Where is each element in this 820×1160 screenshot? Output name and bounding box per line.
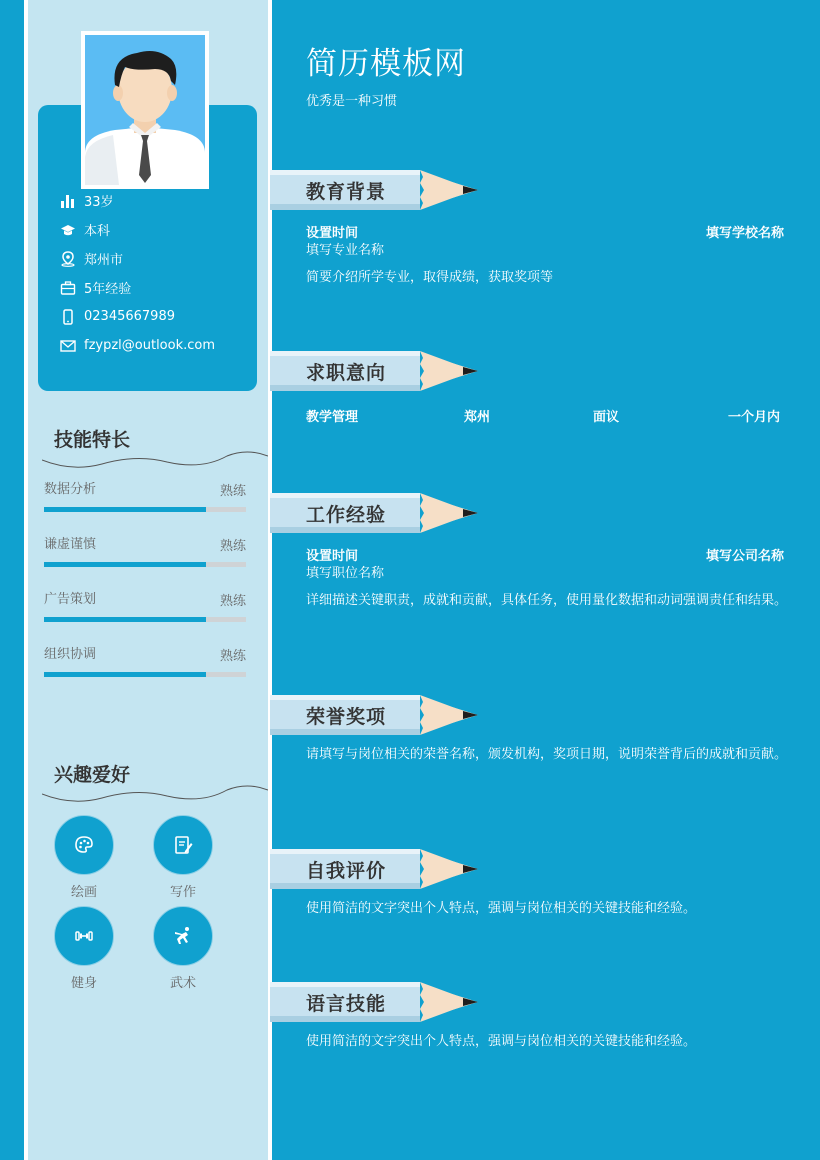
avatar-illustration bbox=[85, 35, 205, 185]
education-major: 填写专业名称 bbox=[306, 243, 385, 258]
intent-row bbox=[306, 406, 780, 426]
skill-level: 熟练 bbox=[219, 484, 246, 499]
graduation-cap-icon bbox=[60, 222, 76, 238]
phone-icon bbox=[60, 309, 76, 325]
skill-name: 数据分析 bbox=[44, 482, 97, 497]
briefcase-icon bbox=[60, 280, 76, 296]
language-desc: 使用简洁的文字突出个人特点，强调与岗位相关的关键技能和经验。 bbox=[306, 1034, 697, 1049]
info-education bbox=[60, 215, 260, 244]
hobby-label: 绘画 bbox=[70, 885, 97, 900]
section-header-language bbox=[270, 982, 480, 1022]
hobby-writing bbox=[149, 815, 217, 900]
avatar bbox=[81, 31, 209, 189]
profile-info-list bbox=[60, 186, 260, 360]
skill-progress-track bbox=[44, 617, 246, 622]
skill-progress-track bbox=[44, 562, 246, 567]
writing-icon bbox=[153, 815, 213, 875]
work-time-company bbox=[306, 545, 784, 564]
section-header-self-eval bbox=[270, 849, 480, 889]
skill-name: 组织协调 bbox=[44, 647, 97, 662]
hobby-fitness bbox=[50, 906, 118, 991]
skill-progress-fill bbox=[44, 507, 206, 512]
info-city bbox=[60, 244, 260, 273]
palette-icon bbox=[54, 815, 114, 875]
skill-row bbox=[44, 476, 246, 531]
skill-progress-fill bbox=[44, 562, 206, 567]
dumbbell-icon bbox=[54, 906, 114, 966]
hobby-painting bbox=[50, 815, 118, 900]
intent-position: 教学管理 bbox=[306, 410, 359, 425]
skill-row bbox=[44, 531, 246, 586]
section-header-honors bbox=[270, 695, 480, 735]
experience-text: 5年经验 bbox=[84, 282, 132, 297]
self-eval-desc: 使用简洁的文字突出个人特点，强调与岗位相关的关键技能和经验。 bbox=[306, 901, 697, 916]
skills-title: 技能特长 bbox=[54, 429, 131, 451]
work-company: 填写公司名称 bbox=[705, 549, 784, 564]
age-text: 33岁 bbox=[84, 195, 114, 210]
resume-subtitle: 优秀是一种习惯 bbox=[306, 94, 398, 109]
skill-progress-track bbox=[44, 672, 246, 677]
education-text: 本科 bbox=[84, 224, 111, 239]
section-title: 自我评价 bbox=[306, 860, 387, 882]
hobby-label: 健身 bbox=[70, 976, 97, 991]
section-title: 教育背景 bbox=[306, 181, 387, 203]
skill-progress-fill bbox=[44, 617, 206, 622]
skills-list bbox=[44, 476, 246, 696]
city-text: 郑州市 bbox=[84, 253, 124, 268]
phone-text: 02345667989 bbox=[84, 309, 175, 324]
section-header-intent bbox=[270, 351, 480, 391]
section-title: 语言技能 bbox=[306, 993, 387, 1015]
work-desc: 详细描述关键职责，成就和贡献，具体任务，使用量化数据和动词强调责任和结果。 bbox=[306, 593, 788, 608]
skill-level: 熟练 bbox=[219, 649, 246, 664]
education-desc: 简要介绍所学专业，取得成绩，获取奖项等 bbox=[306, 270, 554, 285]
info-experience bbox=[60, 273, 260, 302]
hobby-martial-arts bbox=[149, 906, 217, 991]
bar-chart-icon bbox=[60, 193, 76, 209]
location-pin-icon bbox=[60, 251, 76, 267]
section-header-education bbox=[270, 170, 480, 210]
skill-progress-track bbox=[44, 507, 246, 512]
work-position: 填写职位名称 bbox=[306, 566, 385, 581]
education-school: 填写学校名称 bbox=[705, 226, 784, 241]
info-email bbox=[60, 331, 260, 360]
intent-salary: 面议 bbox=[593, 410, 620, 425]
skill-level: 熟练 bbox=[219, 594, 246, 609]
work-time: 设置时间 bbox=[306, 549, 359, 564]
martial-arts-icon bbox=[153, 906, 213, 966]
skill-name: 谦虚谨慎 bbox=[44, 537, 97, 552]
section-title: 荣誉奖项 bbox=[306, 706, 387, 728]
skill-row bbox=[44, 586, 246, 641]
email-text: fzypzl@outlook.com bbox=[84, 338, 216, 353]
skill-progress-fill bbox=[44, 672, 206, 677]
education-time-school bbox=[306, 222, 784, 241]
section-title: 求职意向 bbox=[306, 362, 387, 384]
info-phone bbox=[60, 302, 260, 331]
section-title: 工作经验 bbox=[306, 504, 387, 526]
info-age bbox=[60, 186, 260, 215]
skills-wave-divider bbox=[42, 448, 268, 472]
honors-desc: 请填写与岗位相关的荣誉名称，颁发机构，奖项日期，说明荣誉背后的成就和贡献。 bbox=[306, 747, 788, 762]
mail-icon bbox=[60, 338, 76, 354]
resume-title: 简历模板网 bbox=[306, 46, 466, 82]
education-time: 设置时间 bbox=[306, 226, 359, 241]
intent-arrival: 一个月内 bbox=[727, 410, 780, 425]
hobby-label: 写作 bbox=[169, 885, 196, 900]
hobbies-wave-divider bbox=[42, 782, 268, 806]
intent-city: 郑州 bbox=[464, 410, 491, 425]
section-header-work bbox=[270, 493, 480, 533]
skill-row bbox=[44, 641, 246, 696]
skill-name: 广告策划 bbox=[44, 592, 97, 607]
hobbies-title: 兴趣爱好 bbox=[54, 764, 131, 786]
hobby-label: 武术 bbox=[169, 976, 196, 991]
skill-level: 熟练 bbox=[219, 539, 246, 554]
